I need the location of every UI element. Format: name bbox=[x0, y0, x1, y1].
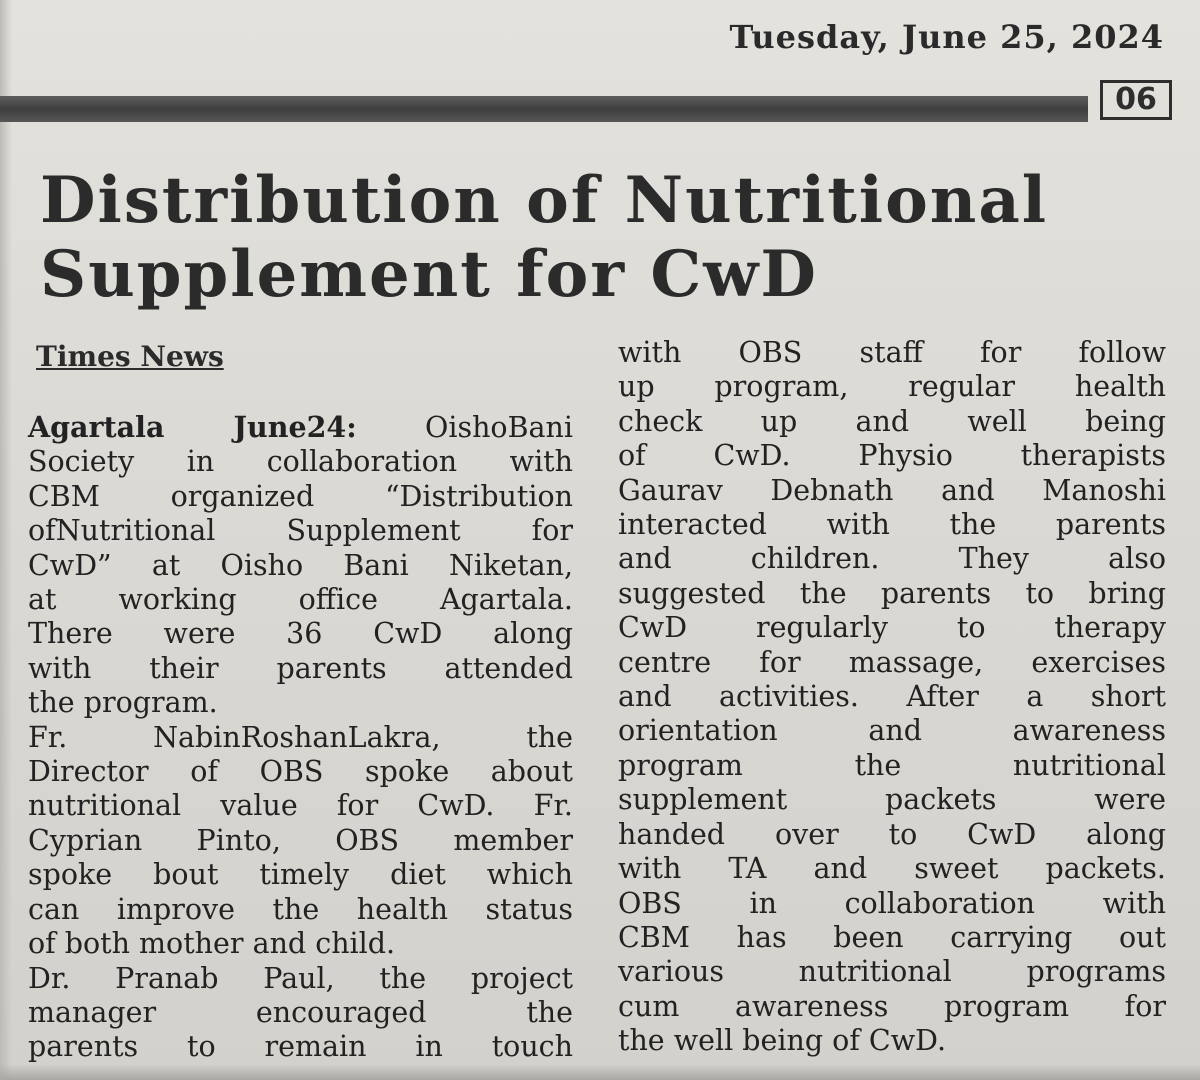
column-line: CwD” at Oisho Bani Niketan, bbox=[28, 548, 573, 582]
column-line: with OBS staff for follow bbox=[618, 336, 1166, 369]
column-line: CwD regularly to therapy bbox=[618, 611, 1166, 645]
column-line: the well being of CwD. bbox=[618, 1024, 947, 1058]
column-line: up program, regular health bbox=[618, 370, 1166, 404]
column-line: suggested the parents to bring bbox=[618, 576, 1166, 610]
column-line: of both mother and child. bbox=[28, 927, 396, 961]
column-line: can improve the health status bbox=[28, 892, 573, 926]
column-line: manager encouraged the bbox=[28, 995, 573, 1029]
column-line: ofNutritional Supplement for bbox=[28, 514, 573, 548]
column-line: handed over to CwD along bbox=[618, 817, 1166, 851]
column-line: supplement packets were bbox=[618, 783, 1166, 817]
column-line: various nutritional programs bbox=[618, 955, 1166, 989]
column-line: parents to remain in touch bbox=[28, 1030, 573, 1064]
column-line: of CwD. Physio therapists bbox=[618, 439, 1166, 473]
column-line: Director of OBS spoke about bbox=[28, 755, 573, 789]
column-line: orientation and awareness bbox=[618, 714, 1166, 748]
column-line: the program. bbox=[28, 686, 218, 720]
byline: Times News bbox=[36, 340, 224, 373]
column-line: with TA and sweet packets. bbox=[618, 852, 1166, 886]
issue-date: Tuesday, June 25, 2024 bbox=[729, 18, 1164, 56]
column-line: OBS in collaboration with bbox=[618, 886, 1166, 920]
column-line: CBM organized “Distribution bbox=[28, 479, 573, 513]
column-line-text: OishoBani bbox=[356, 411, 573, 444]
column-line: nutritional value for CwD. Fr. bbox=[28, 789, 573, 823]
article-column-right bbox=[618, 336, 1166, 1059]
column-line: spoke bout timely diet which bbox=[28, 858, 573, 892]
column-line: with their parents attended bbox=[28, 651, 573, 685]
column-line: program the nutritional bbox=[618, 748, 1166, 782]
column-line: interacted with the parents bbox=[618, 508, 1166, 542]
article-column-left bbox=[28, 410, 573, 1065]
headline-line-2: Supplement for CwD bbox=[40, 237, 818, 312]
column-line: and children. They also bbox=[618, 542, 1166, 576]
dateline: Agartala June24: bbox=[28, 410, 357, 444]
column-line: Society in collaboration with bbox=[28, 445, 573, 479]
column-line: cum awareness program for bbox=[618, 989, 1166, 1023]
column-line: Fr. NabinRoshanLakra, the bbox=[28, 720, 573, 754]
headline-line-1: Distribution of Nutritional bbox=[40, 163, 1049, 238]
column-line: centre for massage, exercises bbox=[618, 645, 1166, 679]
column-line: check up and well being bbox=[618, 404, 1166, 438]
article-headline bbox=[40, 164, 1170, 312]
page-number: 06 bbox=[1100, 80, 1172, 120]
header-rule bbox=[0, 96, 1088, 122]
column-line: Cyprian Pinto, OBS member bbox=[28, 823, 573, 857]
column-line: at working office Agartala. bbox=[28, 583, 573, 617]
page-shadow-bottom bbox=[0, 1064, 1200, 1080]
column-line: CBM has been carrying out bbox=[618, 920, 1166, 954]
column-line: and activities. After a short bbox=[618, 680, 1166, 714]
column-line bbox=[28, 410, 573, 445]
column-line: There were 36 CwD along bbox=[28, 617, 573, 651]
column-line: Gaurav Debnath and Manoshi bbox=[618, 473, 1166, 507]
column-line: Dr. Pranab Paul, the project bbox=[28, 961, 573, 995]
page-shadow-left bbox=[0, 0, 12, 1080]
